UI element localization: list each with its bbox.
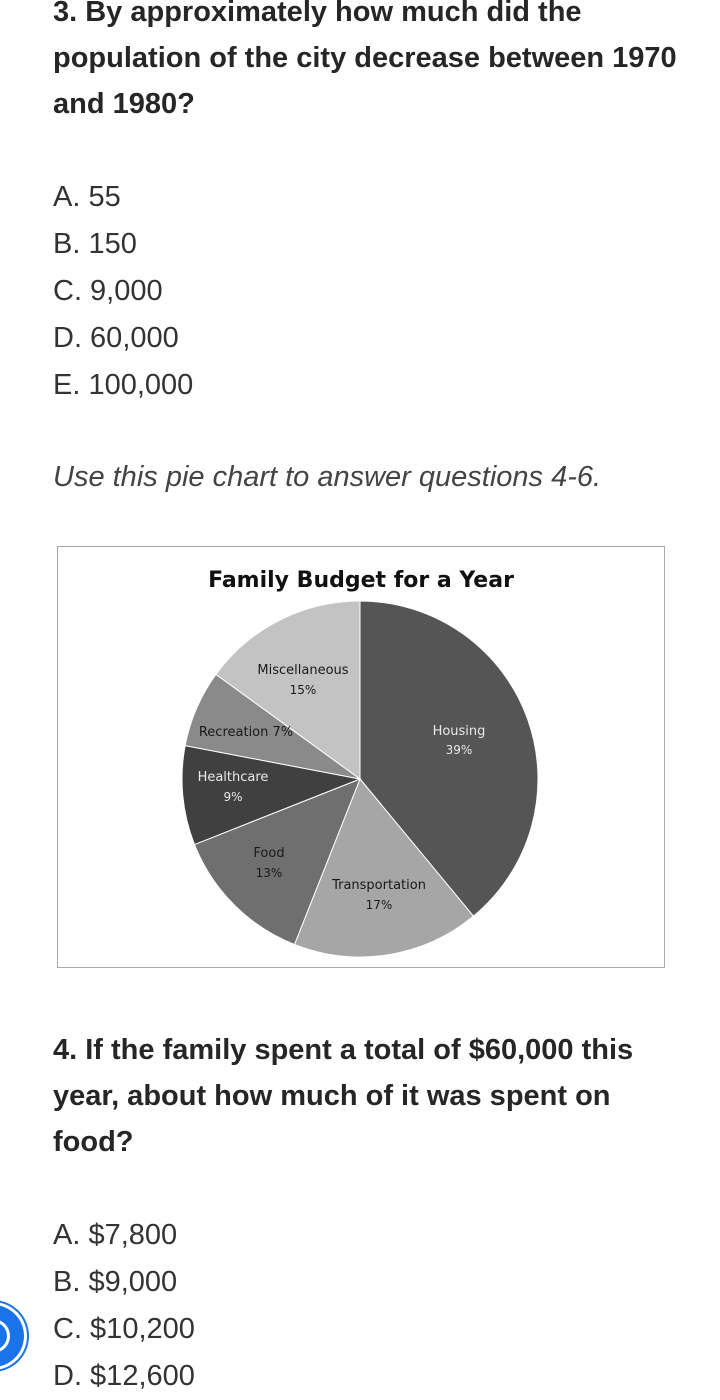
slice-label-recreation: Recreation 7%	[198, 725, 294, 740]
answer-option[interactable]: C. $10,200	[53, 1313, 195, 1345]
slice-value-label: 13%	[255, 866, 283, 880]
slice-category-label: Miscellaneous	[257, 663, 349, 678]
answer-option[interactable]: A. $7,800	[53, 1219, 178, 1251]
slice-category-label: Healthcare	[197, 770, 269, 785]
pie-chart-frame	[57, 546, 665, 968]
question-4-options	[53, 1212, 195, 1400]
answer-option[interactable]: D. $12,600	[53, 1360, 195, 1392]
slice-value-label: 9%	[223, 790, 243, 804]
slice-category-label: Transportation	[332, 878, 426, 893]
answer-option[interactable]: C. 9,000	[53, 275, 163, 307]
slice-value-label: 39%	[445, 743, 473, 757]
answer-option[interactable]: B. $9,000	[53, 1266, 178, 1298]
answer-option[interactable]: E. 100,000	[53, 369, 194, 401]
answer-option[interactable]: B. 150	[53, 228, 137, 260]
question-3-options	[53, 174, 193, 409]
slice-category-label: Food	[253, 846, 285, 861]
chart-title: Family Budget for a Year	[208, 568, 514, 593]
pie-chart-instruction: Use this pie chart to answer questions 4-6.	[53, 461, 602, 493]
question-4-text: 4. If the family spent a total of $60,000 this year, about how much of it was spent on food?	[53, 1034, 634, 1158]
accessibility-inner-ring	[0, 1319, 10, 1353]
slice-category-label: Housing	[432, 724, 486, 739]
slice-value-label: 15%	[289, 683, 317, 697]
answer-option[interactable]: D. 60,000	[53, 322, 179, 354]
accessibility-circle-icon[interactable]	[0, 1305, 24, 1367]
question-3-text: 3. By approximately how much did the population of the city decrease between 1970 and 1980?	[53, 0, 677, 120]
answer-option[interactable]: A. 55	[53, 181, 121, 213]
pie-chart	[58, 547, 664, 967]
slice-value-label: 17%	[365, 898, 393, 912]
